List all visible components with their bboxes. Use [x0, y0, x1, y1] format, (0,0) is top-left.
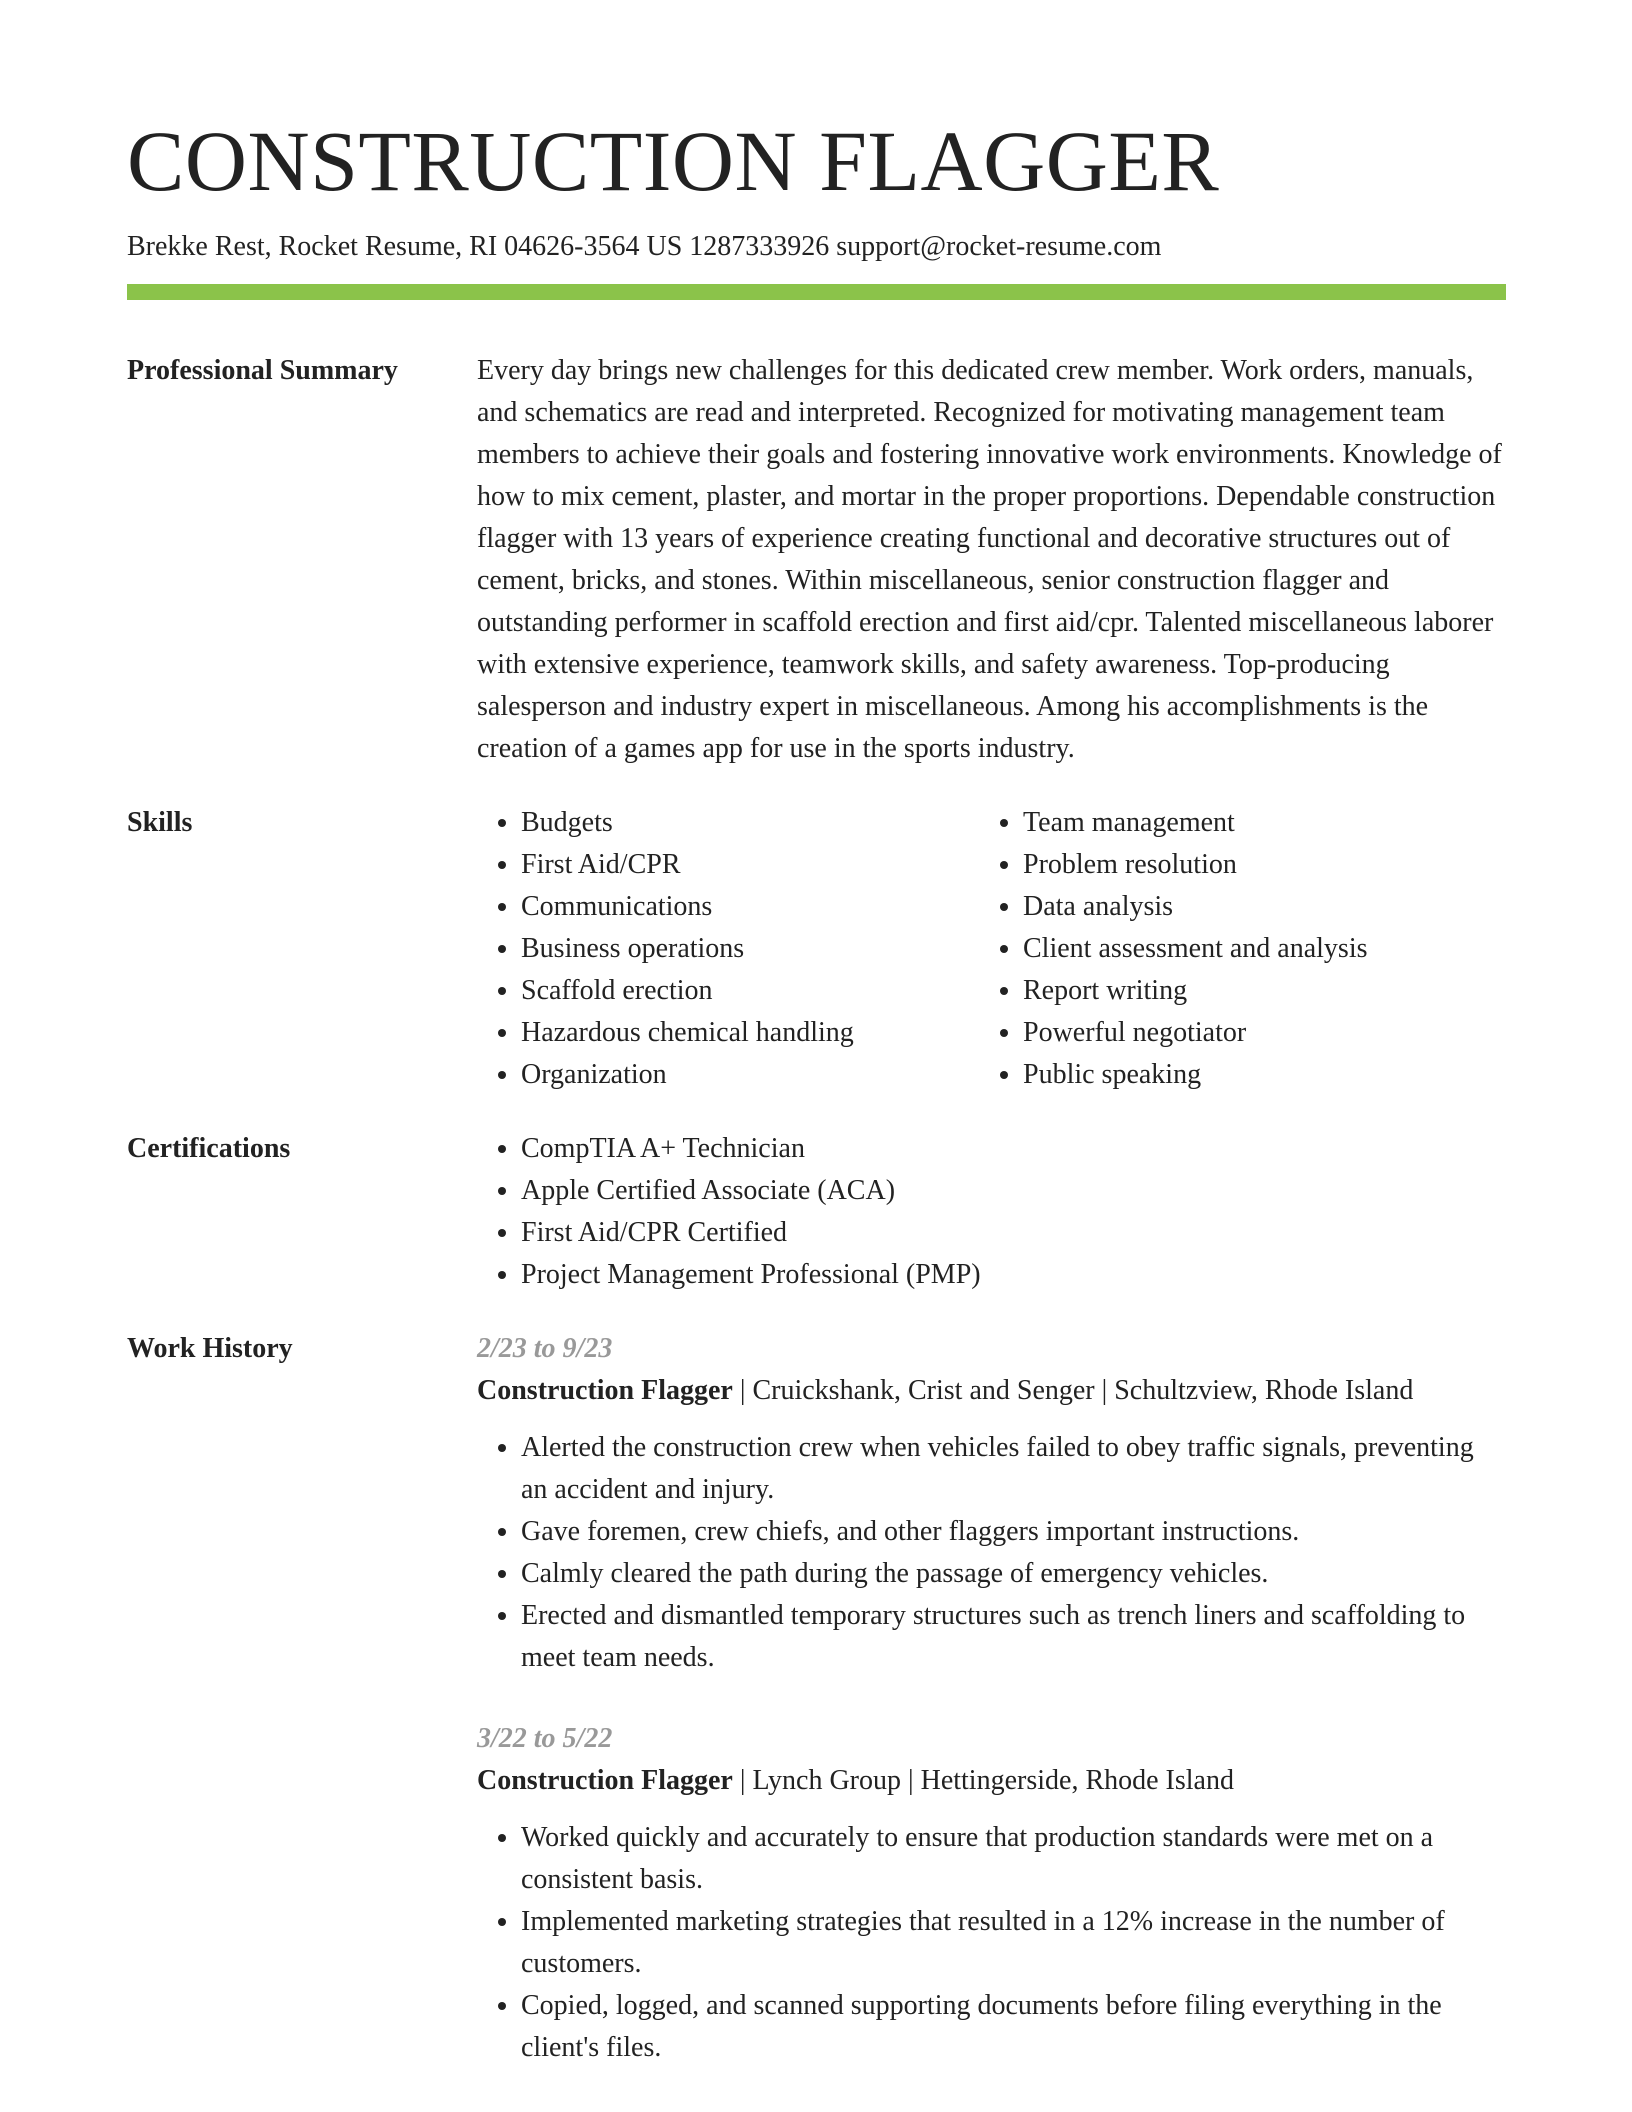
skill-item: • Budgets	[521, 802, 979, 844]
job-title: Construction Flagger	[477, 1374, 733, 1406]
skill-item: • Hazardous chemical handling	[521, 1012, 979, 1054]
certification-item: • Project Management Professional (PMP)	[521, 1254, 1506, 1296]
skill-item: • Public speaking	[1023, 1054, 1481, 1096]
skill-item: • Business operations	[521, 928, 979, 970]
job-bullet: • Implemented marketing strategies that resulted in a 12% increase in the number of customers.	[521, 1901, 1506, 1985]
skills-section	[127, 802, 1506, 1096]
skill-item: • First Aid/CPR	[521, 844, 979, 886]
job-title: Construction Flagger	[477, 1764, 733, 1796]
certifications-label: Certifications	[127, 1132, 291, 1164]
resume-name-heading: CONSTRUCTION FLAGGER	[127, 113, 1220, 209]
job-bullets	[477, 1427, 1506, 1679]
skills-column-right	[979, 802, 1481, 1096]
job-bullet: • Gave foremen, crew chiefs, and other flaggers important instructions.	[521, 1511, 1506, 1553]
job-bullet: • Worked quickly and accurately to ensure that production standards were met on a consistent basis.	[521, 1817, 1506, 1901]
skill-item: • Report writing	[1023, 970, 1481, 1012]
job-bullet: • Calmly cleared the path during the passage of emergency vehicles.	[521, 1553, 1506, 1595]
skill-item: • Client assessment and analysis	[1023, 928, 1481, 970]
skill-item: • Data analysis	[1023, 886, 1481, 928]
certifications-section	[127, 1128, 1506, 1296]
job-employer-location: | Cruickshank, Crist and Senger | Schultzview, Rhode Island	[732, 1374, 1414, 1406]
job-employer-location: | Lynch Group | Hettingerside, Rhode Island	[732, 1764, 1234, 1796]
certification-item: • Apple Certified Associate (ACA)	[521, 1170, 1506, 1212]
certification-item: • CompTIA A+ Technician	[521, 1128, 1506, 1170]
contact-line: Brekke Rest, Rocket Resume, RI 04626-3564 US 1287333926 support@rocket-resume.com	[127, 231, 1162, 262]
skills-columns	[477, 802, 1506, 1096]
summary-text: Every day brings new challenges for this dedicated crew member. Work orders, manuals, and schematics are read and interpreted. Recognized for motivating management team members to achieve their goals and fostering innovative work environments. Knowledge of how to mix cement, plaster, and mortar in the proper proportions. Dependable construction flagger with 13 years of experience creating functional and decorative structures out of cement, bricks, and stones. Within miscellaneous, senior construction flagger and outstanding performer in scaffold erection and first aid/cpr. Talented miscellaneous laborer with extensive experience, teamwork skills, and safety awareness. Top-producing salesperson and industry expert in miscellaneous. Among his accomplishments is the creation of a games app for use in the sports industry.	[477, 354, 1502, 764]
skills-list-left	[477, 802, 979, 1096]
job-title-line	[477, 1370, 1506, 1412]
job-entry	[477, 1328, 1506, 1679]
skills-column-left	[477, 802, 979, 1096]
summary-section	[127, 350, 1506, 770]
certification-item: • First Aid/CPR Certified	[521, 1212, 1506, 1254]
summary-label: Professional Summary	[127, 354, 398, 386]
skills-label: Skills	[127, 806, 193, 838]
job-date: 3/22 to 5/22	[477, 1722, 613, 1754]
work-history-body	[477, 1328, 1506, 2069]
skill-item: • Organization	[521, 1054, 979, 1096]
skill-item: • Powerful negotiator	[1023, 1012, 1481, 1054]
job-bullet: • Copied, logged, and scanned supporting documents before filing everything in the client's files.	[521, 1985, 1506, 2069]
skills-list-right	[979, 802, 1481, 1096]
job-bullet: • Erected and dismantled temporary structures such as trench liners and scaffolding to meet team needs.	[521, 1595, 1506, 1679]
job-date: 2/23 to 9/23	[477, 1332, 613, 1364]
job-entry	[477, 1718, 1506, 2069]
job-bullets	[477, 1817, 1506, 2069]
work-history-section	[127, 1328, 1506, 2069]
accent-divider	[127, 284, 1506, 300]
skill-item: • Team management	[1023, 802, 1481, 844]
certifications-body	[477, 1128, 1506, 1296]
job-bullet: • Alerted the construction crew when vehicles failed to obey traffic signals, preventing an accident and injury.	[521, 1427, 1506, 1511]
skill-item: • Problem resolution	[1023, 844, 1481, 886]
skill-item: • Scaffold erection	[521, 970, 979, 1012]
job-title-line	[477, 1760, 1506, 1802]
certifications-list	[477, 1128, 1506, 1296]
work-history-label: Work History	[127, 1332, 293, 1364]
skill-item: • Communications	[521, 886, 979, 928]
